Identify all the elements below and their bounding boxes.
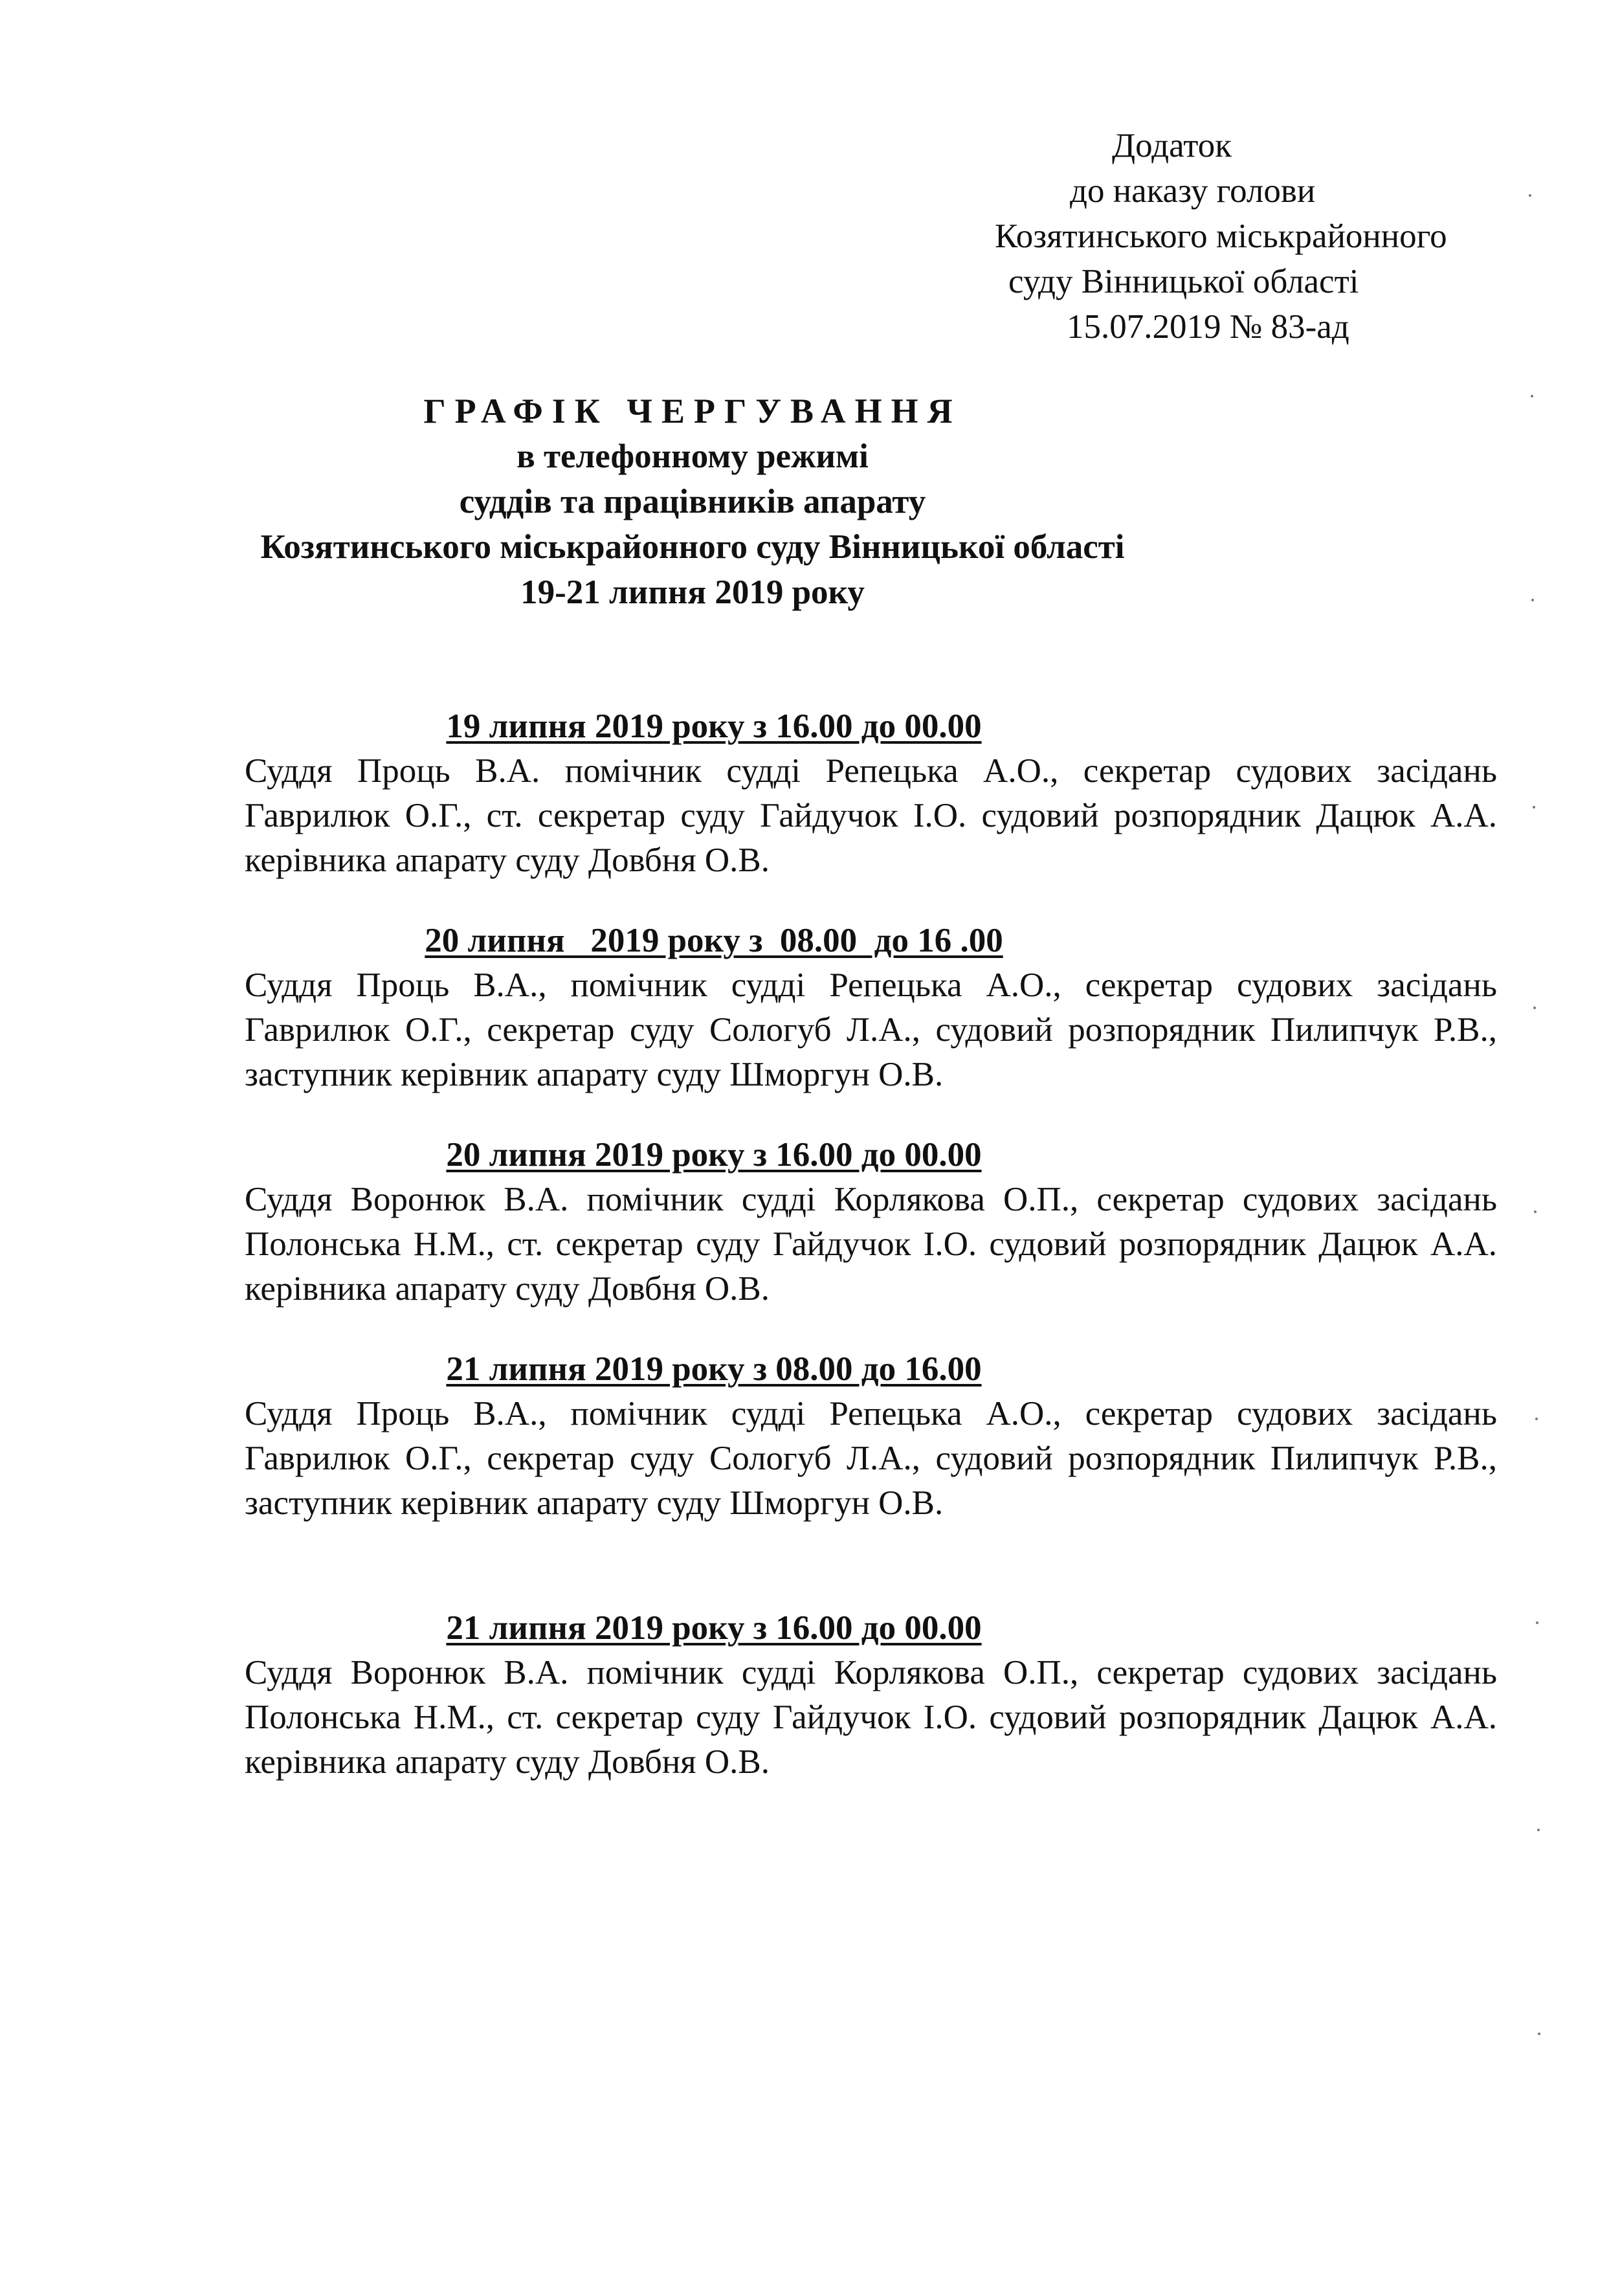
scan-speck (1538, 2033, 1540, 2035)
scan-speck (1531, 395, 1533, 397)
duty-entry-text: Суддя Воронюк В.А. помічник судді Корлякова О.П., секретар судових засідань Полонська Н.М., ст. секретар суду Гайдучок І.О. судовий розпорядник Дацюк А.А. керівника апарату суду Довбня О.В. (245, 1654, 1497, 1781)
duty-entry-heading: 20 липня 2019 року з 16.00 до 00.00 (446, 1136, 982, 1174)
scan-speck (1533, 806, 1535, 808)
duty-entry-heading: 21 липня 2019 року з 08.00 до 16.00 (446, 1350, 982, 1388)
schedule-subtitle-line: Козятинського міськрайонного суду Вінницької області (260, 528, 1125, 566)
scan-speck (1533, 1007, 1536, 1009)
duty-entry-heading: 19 липня 2019 року з 16.00 до 00.00 (446, 708, 982, 745)
addendum-line: суду Вінницької області (1008, 263, 1359, 300)
duty-entry-text: Суддя Воронюк В.А. помічник судді Корлякова О.П., секретар судових засідань Полонська Н.М., ст. секретар суду Гайдучок І.О. судовий розпорядник Дацюк А.А. керівника апарату суду Довбня О.В. (245, 1181, 1497, 1308)
duty-entry (245, 704, 1497, 883)
scan-speck (1534, 1210, 1537, 1213)
duty-entry (245, 1347, 1497, 1526)
duty-entry-heading: 20 липня 2019 року з 08.00 до 16 .00 (425, 922, 1003, 959)
scan-speck (1536, 1622, 1538, 1624)
schedule-title-block (239, 388, 1146, 615)
schedule-period: 19-21 липня 2019 року (520, 574, 865, 611)
duty-entry-heading: 21 липня 2019 року з 16.00 до 00.00 (446, 1609, 982, 1647)
duty-entry (245, 1606, 1497, 1785)
addendum-line: Додаток (1112, 127, 1232, 164)
schedule-subtitle-line: суддів та працівників апарату (459, 483, 926, 520)
addendum-line: Козятинського міськрайонного (995, 217, 1447, 255)
duty-entry (245, 1133, 1497, 1311)
duty-entry-text: Суддя Проць В.А., помічник судді Репецька А.О., секретар судових засідань Гаврилюк О.Г., секретар суду Сологуб Л.А., судовий розпорядник Пилипчук Р.В., заступник керівник апарату суду Шморгун О.В. (245, 966, 1497, 1093)
duty-entry (245, 919, 1497, 1097)
schedule-title: ГРАФІК ЧЕРГУВАННЯ (423, 392, 962, 430)
duty-entry-text: Суддя Проць В.А., помічник судді Репецька А.О., секретар судових засідань Гаврилюк О.Г., секретар суду Сологуб Л.А., судовий розпорядник Пилипчук Р.В., заступник керівник апарату суду Шморгун О.В. (245, 1395, 1497, 1522)
scan-speck (1531, 599, 1534, 601)
duty-entry-text: Суддя Проць В.А. помічник судді Репецька А.О., секретар судових засідань Гаврилюк О.Г., ст. секретар суду Гайдучок І.О. судовий розпорядник Дацюк А.А. керівника апарату суду Довбня О.В. (245, 752, 1497, 879)
scan-speck (1537, 1829, 1540, 1831)
addendum-date-number: 15.07.2019 № 83-ад (1067, 308, 1349, 346)
addendum-block (971, 123, 1553, 350)
scan-speck (1529, 194, 1531, 197)
addendum-line: до наказу голови (1070, 172, 1316, 210)
scan-speck (1535, 1418, 1538, 1420)
schedule-subtitle-line: в телефонному режимі (516, 438, 869, 475)
duty-entries (245, 704, 1497, 1820)
